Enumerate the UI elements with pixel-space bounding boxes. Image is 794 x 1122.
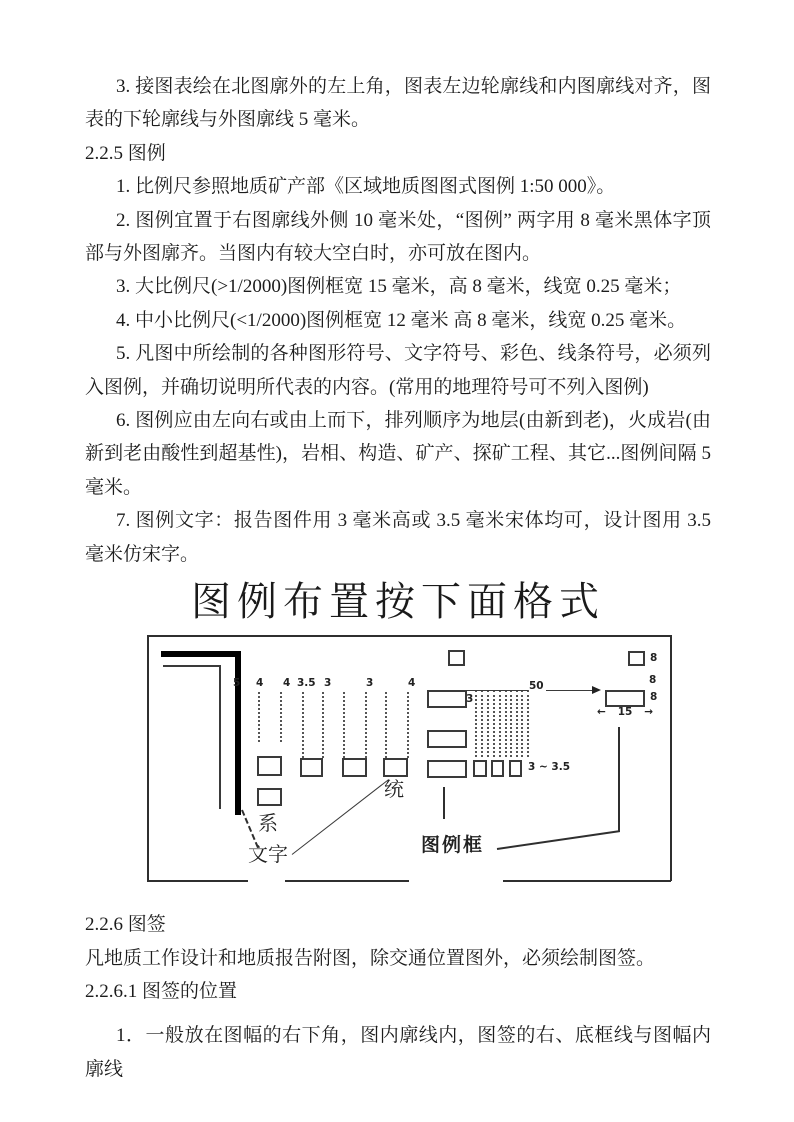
legend-box (300, 758, 323, 777)
series-leader-dashed (241, 810, 259, 849)
section-heading-2-2-6-1: 2.2.6.1 图签的位置 (85, 980, 238, 1002)
dashed-guide-line (280, 692, 282, 742)
diagram-title: 图例布置按下面格式 (191, 579, 605, 625)
dashed-column-guide (487, 690, 495, 757)
dim-spacing-3a: 3 (324, 677, 332, 690)
diagram-frame-left (147, 635, 149, 882)
diagram-frame-bottom-seg3 (503, 880, 671, 882)
dim-gap-3: 3 (466, 693, 474, 706)
dashed-column-guide (475, 690, 483, 757)
legend-rule-4: 4. 中小比例尺(<1/2000)图例框宽 12 毫米 高 8 毫米，线宽 0.25 毫米。 (116, 309, 687, 331)
diagram-frame-right (670, 635, 672, 881)
dim-50-line-right (546, 690, 593, 691)
arrow-left-icon: ← (597, 706, 606, 719)
dim-15-value: 15 (617, 706, 633, 719)
dim-frame-offset-5: 5 (233, 677, 241, 690)
label-series: 系 (258, 813, 278, 836)
position-rule-1: 1．一般放在图幅的右下角，图内廓线内，图签的右、底框线与图幅内廓线 (85, 1025, 711, 1080)
dashed-column-guide (510, 690, 518, 757)
legend-rule-6: 6. 图例应由左向右或由上而下，排列顺序为地层(由新到老)，火成岩(由新到老由酸性到超基性)，岩相、构造、矿产、探矿工程、其它...图例间隔 5 毫米。 (85, 410, 711, 498)
dim-range-3-3-5: 3 ~ 3.5 (528, 761, 571, 774)
legend-frame-box-right (605, 690, 645, 707)
dashed-guide-line (385, 692, 387, 758)
legend-box-small-top (448, 650, 465, 666)
arrow-right-icon (592, 686, 601, 694)
map-frame-inner-line (163, 665, 221, 809)
legend-box (342, 758, 367, 777)
dashed-column-guide (521, 690, 529, 757)
dim-50-line-left (466, 690, 528, 691)
arrow-right-icon: → (644, 706, 653, 719)
dashed-column-guide (499, 690, 507, 757)
legend-frame-leader-diagonal (497, 830, 620, 850)
dashed-guide-line (302, 692, 304, 758)
diagram-frame-bottom-seg1 (148, 880, 248, 882)
label-legend-frame: 图例框 (421, 835, 485, 857)
dashed-guide-line (365, 692, 367, 758)
legend-layout-diagram (147, 635, 672, 882)
legend-box-narrow (473, 760, 487, 777)
legend-rule-2: 2. 图例宜置于右图廓线外侧 10 毫米处，“图例” 两字用 8 毫米黑体字顶部与外图廓齐。当图内有较大空白时，亦可放在图内。 (85, 209, 711, 265)
diagram-frame-top (147, 635, 672, 637)
dim-50: 50 (529, 680, 544, 693)
dim-spacing-4b: 4 (283, 677, 291, 690)
dim-8-top: 8 (650, 652, 658, 665)
legend-frame-box (427, 690, 467, 708)
dashed-guide-line (258, 692, 260, 742)
dim-8-mid: 8 (649, 674, 657, 687)
legend-box (257, 756, 282, 776)
legend-box-narrow (509, 760, 522, 777)
legend-frame-box (427, 760, 467, 778)
dashed-guide-line (407, 692, 409, 758)
paragraph-item-3-continued: 3. 接图表绘在北图廓外的左上角，图表左边轮廓线和内图廓线对齐，图表的下轮廓线与外图廓线 5 毫米。 (85, 76, 711, 131)
dashed-guide-line (322, 692, 324, 758)
legend-frame-box (427, 730, 467, 748)
dim-spacing-4c: 4 (408, 677, 416, 690)
dim-8-box: 8 (650, 691, 658, 704)
legend-box-narrow (491, 760, 504, 777)
section-heading-2-2-5: 2.2.5 图例 (85, 142, 166, 164)
dim-15 (597, 706, 653, 718)
dim-spacing-3-5: 3.5 (297, 677, 316, 690)
label-stage: 统 (384, 779, 404, 802)
legend-frame-leader-short (443, 787, 445, 819)
legend-box (383, 758, 408, 777)
section-heading-2-2-6: 2.2.6 图签 (85, 914, 166, 936)
text-leader-diagonal (292, 779, 389, 855)
legend-rule-3: 3. 大比例尺(>1/2000)图例框宽 15 毫米，高 8 毫米，线宽 0.25 毫米； (116, 276, 682, 298)
text-column (85, 70, 711, 1086)
dashed-guide-line (343, 692, 345, 758)
legend-box-small-right (628, 651, 645, 666)
legend-rule-1: 1. 比例尺参照地质矿产部《区域地质图图式图例 1:50 000》。 (116, 176, 616, 198)
legend-rule-7: 7. 图例文字：报告图件用 3 毫米高或 3.5 毫米宋体均可，设计图用 3.5 毫米仿宋字。 (85, 510, 711, 565)
dim-spacing-4a: 4 (256, 677, 264, 690)
legend-rule-5: 5. 凡图中所绘制的各种图形符号、文字符号、彩色、线条符号，必须列入图例，并确切说明所代表的内容。(常用的地理符号可不列入图例) (85, 343, 711, 398)
diagram-frame-bottom-seg2 (285, 880, 409, 882)
legend-frame-leader-vertical (618, 727, 620, 832)
label-text: 文字 (248, 844, 288, 867)
legend-box (257, 788, 282, 806)
dim-spacing-3b: 3 (366, 677, 374, 690)
paragraph-2-2-6: 凡地质工作设计和地质报告附图，除交通位置图外，必须绘制图签。 (85, 947, 656, 969)
